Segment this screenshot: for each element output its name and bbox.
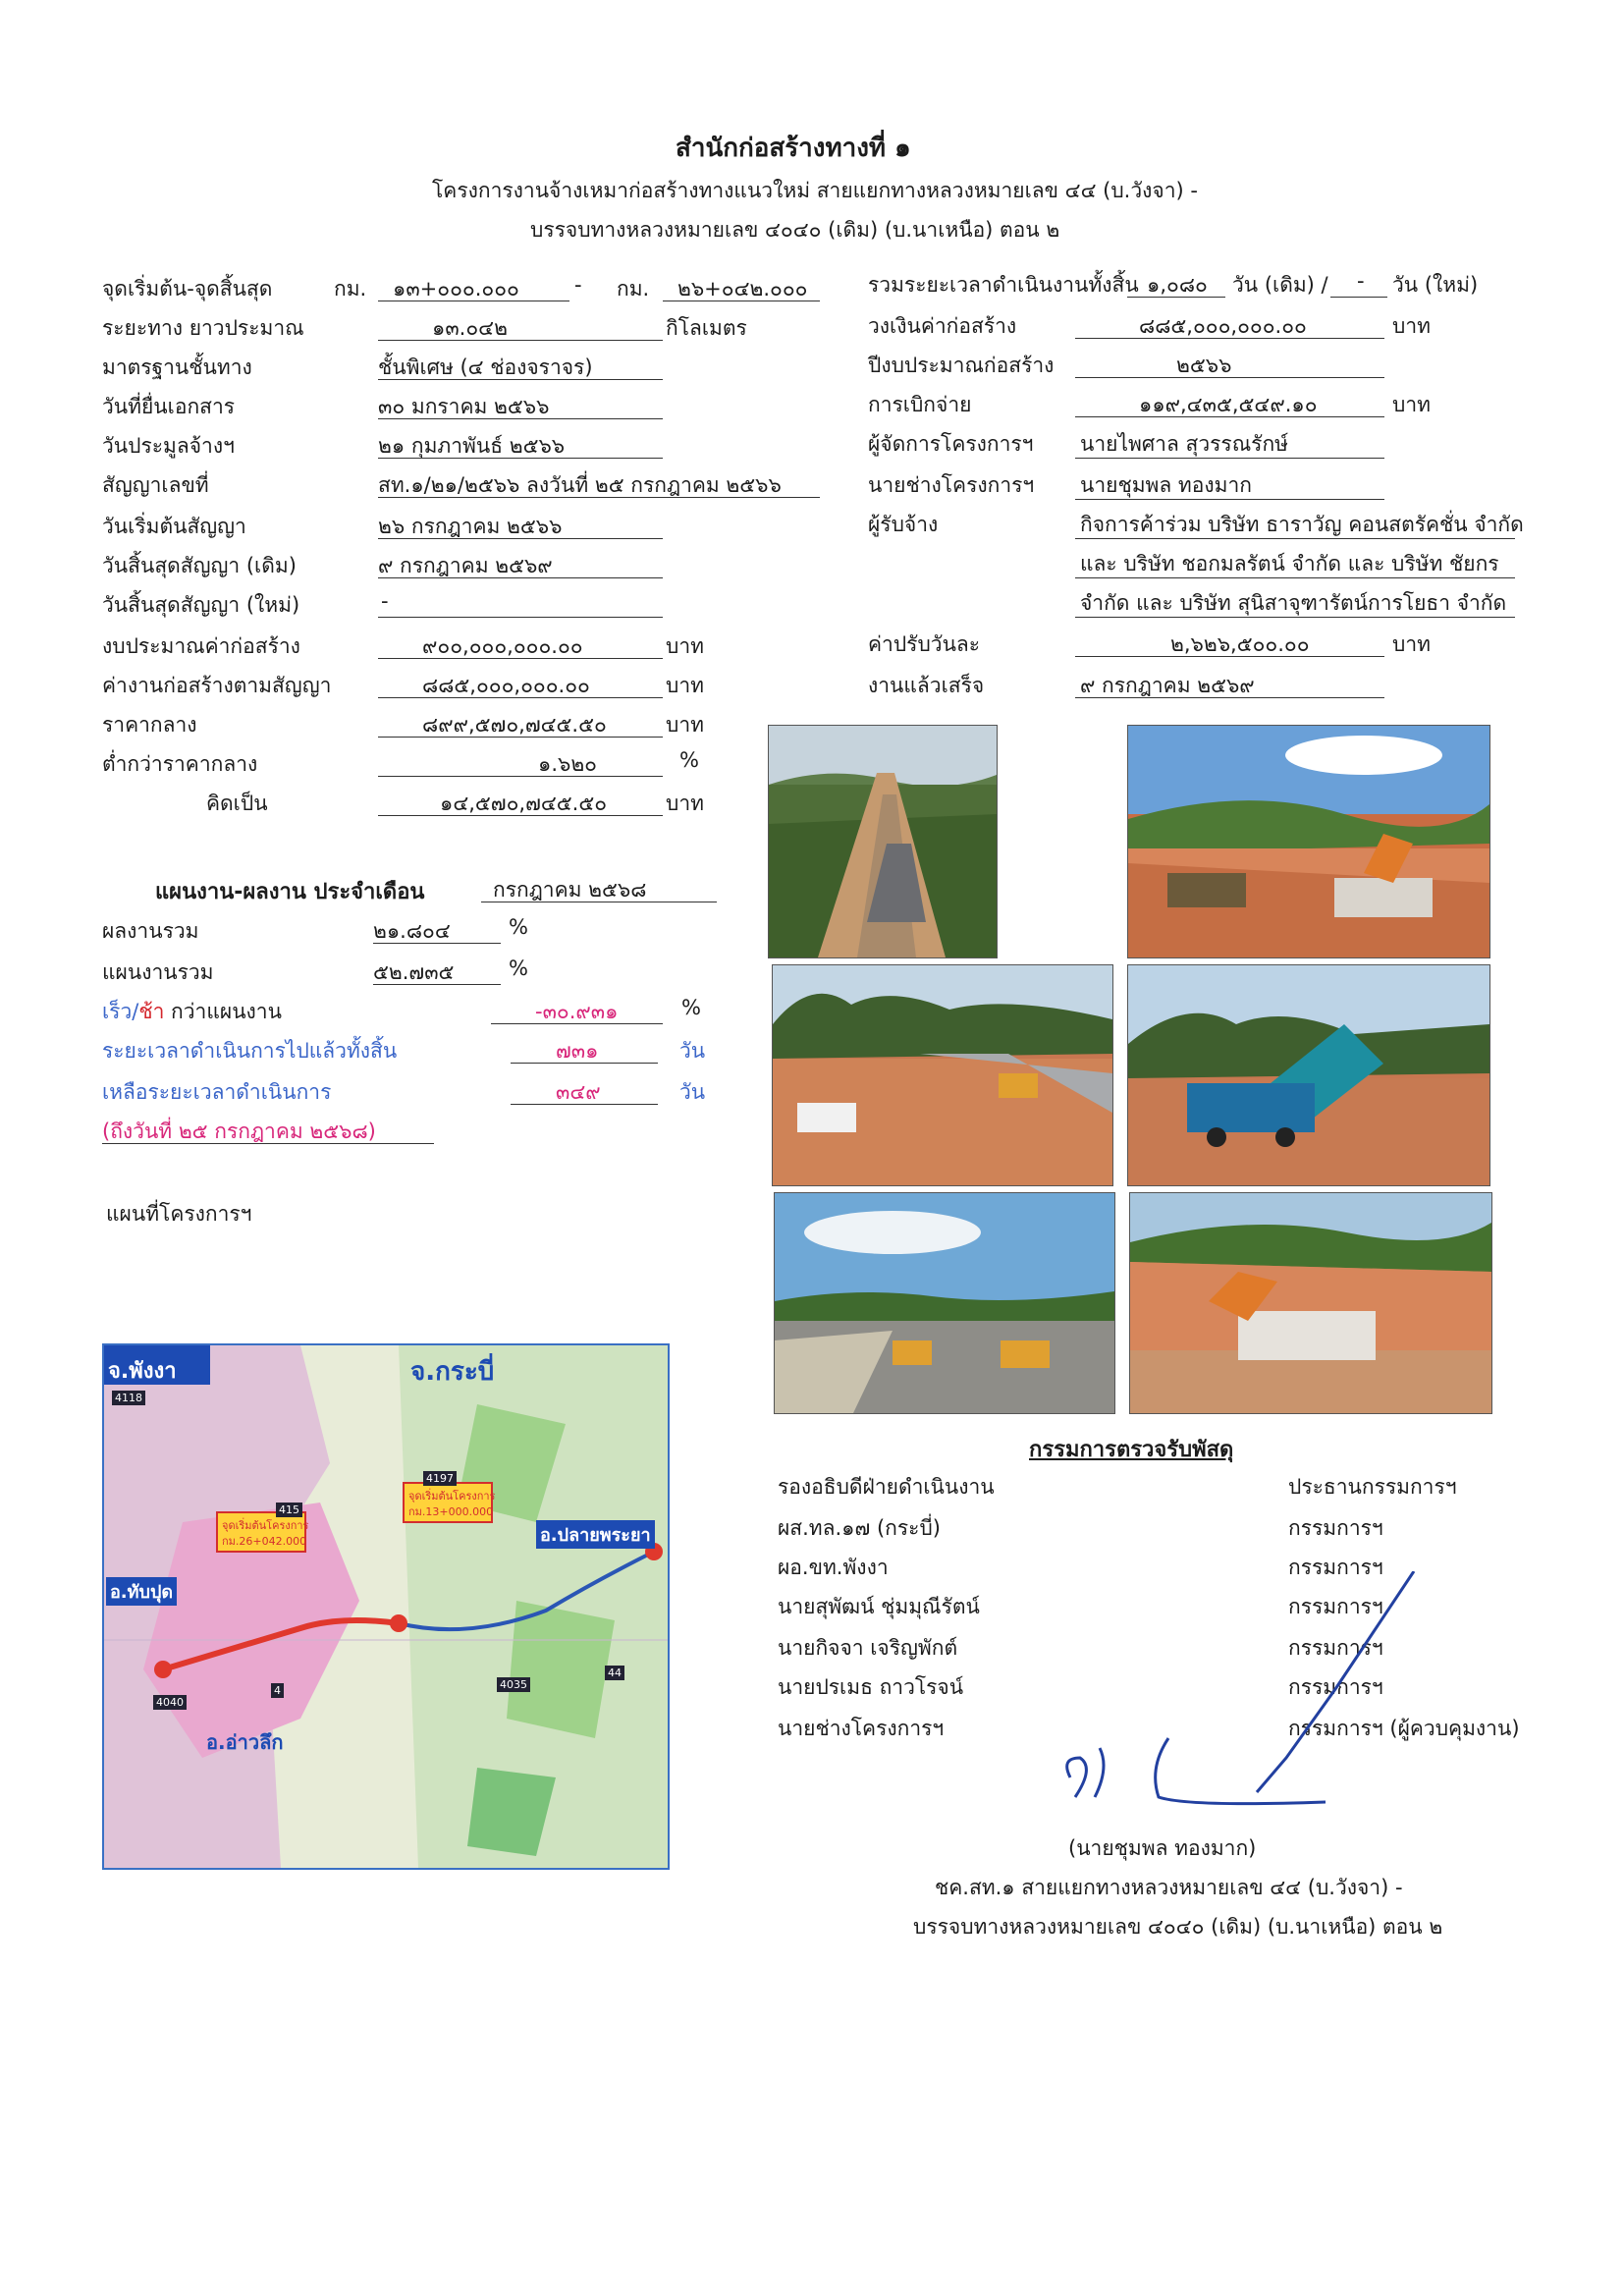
label-thapput: อ.ทับปุด	[106, 1577, 177, 1606]
duration-new: -	[1357, 269, 1365, 293]
site-photo-1-image	[769, 726, 997, 957]
committee-name-3: นายสุพัฒน์ ชุ่มมุณีรัตน์	[778, 1595, 980, 1618]
fiscal-label: ปีงบประมาณก่อสร้าง	[868, 354, 1055, 377]
manager-value: นายไพศาล สุวรรณรักษ์	[1080, 432, 1289, 456]
elapsed-value: ๗๓๑	[556, 1039, 599, 1063]
site-photo-2-image	[1128, 726, 1489, 957]
end-old-label: วันสิ้นสุดสัญญา (เดิม)	[102, 554, 297, 577]
start-contract-value: ๒๖ กรกฎาคม ๒๕๖๖	[378, 515, 563, 538]
committee-role-2: กรรมการฯ	[1288, 1556, 1383, 1579]
route-44: 44	[605, 1666, 624, 1680]
label-aolueak: อ.อ่าวลึก	[206, 1730, 284, 1754]
project-line-1: โครงการงานจ้างเหมาก่อสร้างทางแนวใหม่ สายแยกทางหลวงหมายเลข ๔๔ (บ.วังจา) -	[432, 179, 1198, 202]
contract-cost-value: ๘๘๕,๐๐๐,๐๐๐.๐๐	[422, 674, 590, 697]
diff-value: -๓๐.๙๓๑	[535, 1000, 619, 1023]
contract-cost-label: ค่างานก่อสร้างตามสัญญา	[102, 674, 332, 697]
engineer-value: นายชุมพล ทองมาก	[1080, 473, 1252, 497]
project-map-image	[104, 1345, 668, 1868]
route-4035: 4035	[497, 1677, 530, 1692]
site-photo-3-image	[773, 965, 1112, 1185]
site-photo-5	[774, 1192, 1115, 1414]
disburse-label: การเบิกจ่าย	[868, 393, 972, 416]
project-map	[102, 1343, 670, 1870]
committee-title: กรรมการตรวจรับพัสดุ	[1029, 1438, 1234, 1462]
route-4118: 4118	[112, 1391, 145, 1405]
below-unit: %	[679, 748, 699, 772]
diff-rest-label: กว่าแผนงาน	[164, 1000, 282, 1023]
route-4197: 4197	[423, 1471, 457, 1486]
median-value: ๘๙๙,๕๗๐,๗๔๕.๕๐	[422, 713, 607, 737]
end-old-value: ๙ กรกฎาคม ๒๕๖๙	[378, 554, 553, 577]
project-line-2: บรรจบทางหลวงหมายเลข ๔๐๔๐ (เดิม) (บ.นาเหนือ) ตอน ๒	[530, 218, 1060, 242]
distance-value: ๑๓.๐๔๒	[432, 316, 508, 340]
committee-name-1: ผส.ทล.๑๗ (กระบี่)	[778, 1516, 941, 1540]
site-photo-2	[1127, 725, 1490, 958]
committee-role-6: กรรมการฯ (ผู้ควบคุมงาน)	[1288, 1717, 1520, 1740]
amount-unit: บาท	[1392, 314, 1431, 338]
day-new: วัน (ใหม่)	[1392, 273, 1479, 297]
duration-value: ๑,๐๘๐	[1147, 273, 1208, 297]
start-box-km: กม.26+042.000	[222, 1535, 307, 1548]
submit-value: ๓๐ มกราคม ๒๕๖๖	[378, 395, 550, 418]
start-contract-label: วันเริ่มต้นสัญญา	[102, 515, 246, 538]
fine-label: ค่าปรับวันละ	[868, 632, 981, 656]
elapsed-label: ระยะเวลาดำเนินการไปแล้วทั้งสิ้น	[102, 1039, 398, 1063]
result-unit: %	[509, 915, 528, 939]
contract-no-value: สท.๑/๒๑/๒๕๖๖ ลงวันที่ ๒๕ กรกฎาคม ๒๕๖๖	[378, 473, 782, 497]
budget-value: ๙๐๐,๐๐๐,๐๐๐.๐๐	[422, 634, 583, 658]
committee-name-5: นายปรเมธ ถาวโรจน์	[778, 1675, 964, 1699]
site-photo-3	[772, 964, 1113, 1186]
standard-value: ชั้นพิเศษ (๔ ช่องจราจร)	[378, 355, 593, 379]
site-photo-4-image	[1128, 965, 1489, 1185]
day-old: วัน (เดิม) /	[1232, 273, 1328, 297]
end-new-value: -	[381, 589, 389, 613]
contract-cost-unit: บาท	[666, 674, 704, 697]
duration-label: รวมระยะเวลาดำเนินงานทั้งสิ้น	[868, 273, 1139, 297]
median-unit: บาท	[666, 713, 704, 737]
end-box-km: กม.13+000.000	[408, 1505, 494, 1518]
progress-title: แผนงาน-ผลงาน ประจำเดือน	[155, 880, 425, 904]
map-section-label: แผนที่โครงการฯ	[106, 1202, 252, 1226]
distance-label: ระยะทาง ยาวประมาณ	[102, 316, 304, 340]
label-krabi: จ.กระบี่	[410, 1357, 495, 1387]
km1-value: ๑๓+๐๐๐.๐๐๐	[393, 277, 519, 301]
contractor-label: ผู้รับจ้าง	[868, 513, 939, 536]
contractor-line-3: จำกัด และ บริษัท สุนิสาจุฑารัตน์การโยธา จำกัด	[1080, 591, 1507, 615]
equals-unit: บาท	[666, 792, 704, 815]
budget-label: งบประมาณค่าก่อสร้าง	[102, 634, 300, 658]
km2-prefix: กม.	[617, 277, 650, 301]
disburse-unit: บาท	[1392, 393, 1431, 416]
site-photo-5-image	[775, 1193, 1114, 1413]
manager-label: ผู้จัดการโครงการฯ	[868, 432, 1034, 456]
committee-role-1: กรรมการฯ	[1288, 1516, 1383, 1540]
site-photo-6-image	[1130, 1193, 1491, 1413]
fiscal-value: ๒๕๖๖	[1176, 354, 1232, 377]
complete-label: งานแล้วเสร็จ	[868, 674, 985, 697]
remain-value: ๓๔๙	[556, 1080, 601, 1104]
start-end-label: จุดเริ่มต้น-จุดสิ้นสุด	[102, 277, 273, 301]
label-plaiphraya: อ.ปลายพระยา	[536, 1520, 655, 1549]
progress-month: กรกฎาคม ๒๕๖๘	[493, 878, 647, 902]
km1-prefix: กม.	[334, 277, 367, 301]
engineer-label: นายช่างโครงการฯ	[868, 473, 1035, 497]
remain-label: เหลือระยะเวลาดำเนินการ	[102, 1080, 332, 1104]
equals-label: คิดเป็น	[206, 792, 268, 815]
signer-name: (นายชุมพล ทองมาก)	[1068, 1836, 1257, 1860]
signer-position-1: ชค.สท.๑ สายแยกทางหลวงหมายเลข ๔๔ (บ.วังจา) -	[935, 1876, 1403, 1899]
amount-value: ๘๘๕,๐๐๐,๐๐๐.๐๐	[1139, 314, 1307, 338]
remain-unit: วัน	[679, 1080, 706, 1104]
site-photo-6	[1129, 1192, 1492, 1414]
plan-label: แผนงานรวม	[102, 960, 214, 984]
committee-role-0: ประธานกรรมการฯ	[1288, 1475, 1457, 1499]
result-value: ๒๑.๘๐๔	[373, 919, 451, 943]
diff-fast-label: เร็ว/	[102, 1000, 139, 1023]
committee-name-4: นายกิจจา เจริญพักต์	[778, 1636, 958, 1660]
diff-unit: %	[681, 996, 701, 1019]
auction-label: วันประมูลจ้างฯ	[102, 434, 235, 458]
distance-unit: กิโลเมตร	[666, 316, 747, 340]
committee-name-6: นายช่างโครงการฯ	[778, 1717, 945, 1740]
committee-role-4: กรรมการฯ	[1288, 1636, 1383, 1660]
fine-unit: บาท	[1392, 632, 1431, 656]
median-label: ราคากลาง	[102, 713, 197, 737]
plan-unit: %	[509, 957, 528, 980]
complete-value: ๙ กรกฎาคม ๒๕๖๙	[1080, 674, 1255, 697]
committee-role-3: กรรมการฯ	[1288, 1595, 1383, 1618]
budget-unit: บาท	[666, 634, 704, 658]
route-4: 4	[271, 1683, 284, 1698]
amount-label: วงเงินค่าก่อสร้าง	[868, 314, 1017, 338]
disburse-value: ๑๑๙,๔๓๕,๕๔๙.๑๐	[1139, 393, 1318, 416]
equals-value: ๑๔,๕๗๐,๗๔๕.๕๐	[440, 792, 608, 815]
page-title: สำนักก่อสร้างทางที่ ๑	[676, 134, 911, 163]
committee-name-0: รองอธิบดีฝ่ายดำเนินงาน	[778, 1475, 995, 1499]
diff-label	[102, 996, 282, 1028]
site-photo-1	[768, 725, 998, 958]
standard-label: มาตรฐานชั้นทาง	[102, 355, 252, 379]
km-dash: -	[574, 273, 582, 297]
elapsed-unit: วัน	[679, 1039, 706, 1063]
below-label: ต่ำกว่าราคากลาง	[102, 752, 258, 776]
end-box-label: จุดเริ่มต้นโครงการ	[408, 1490, 496, 1503]
start-box-label: จุดเริ่มต้นโครงการ	[222, 1519, 309, 1532]
result-label: ผลงานรวม	[102, 919, 199, 943]
contractor-line-2: และ บริษัท ชอกมลรัตน์ จำกัด และ บริษัท ชัยกร	[1080, 552, 1499, 575]
km2-value: ๒๖+๐๔๒.๐๐๐	[677, 277, 808, 301]
end-new-label: วันสิ้นสุดสัญญา (ใหม่)	[102, 593, 300, 617]
route-4040: 4040	[153, 1695, 187, 1710]
as-of-date: (ถึงวันที่ ๒๕ กรกฎาคม ๒๕๖๘)	[102, 1120, 376, 1143]
route-415: 415	[276, 1503, 302, 1517]
committee-role-5: กรรมการฯ	[1288, 1675, 1383, 1699]
contract-no-label: สัญญาเลขที่	[102, 473, 209, 497]
plan-value: ๕๒.๗๓๕	[373, 960, 455, 984]
auction-value: ๒๑ กุมภาพันธ์ ๒๕๖๖	[378, 434, 566, 458]
signature-icon	[1041, 1571, 1434, 1827]
diff-slow-label: ช้า	[138, 1000, 165, 1023]
committee-name-2: ผอ.ขท.พังงา	[778, 1556, 889, 1579]
signer-position-2: บรรจบทางหลวงหมายเลข ๔๐๔๐ (เดิม) (บ.นาเหนือ) ตอน ๒	[913, 1915, 1443, 1939]
fine-value: ๒,๖๒๖,๕๐๐.๐๐	[1170, 632, 1310, 656]
below-value: ๑.๖๒๐	[538, 752, 597, 776]
site-photo-4	[1127, 964, 1490, 1186]
submit-label: วันที่ยื่นเอกสาร	[102, 395, 236, 418]
contractor-line-1: กิจการค้าร่วม บริษัท ธาราวัญ คอนสตรัคชั่น จำกัด	[1080, 513, 1524, 536]
label-phangnga: จ.พังงา	[108, 1359, 177, 1384]
